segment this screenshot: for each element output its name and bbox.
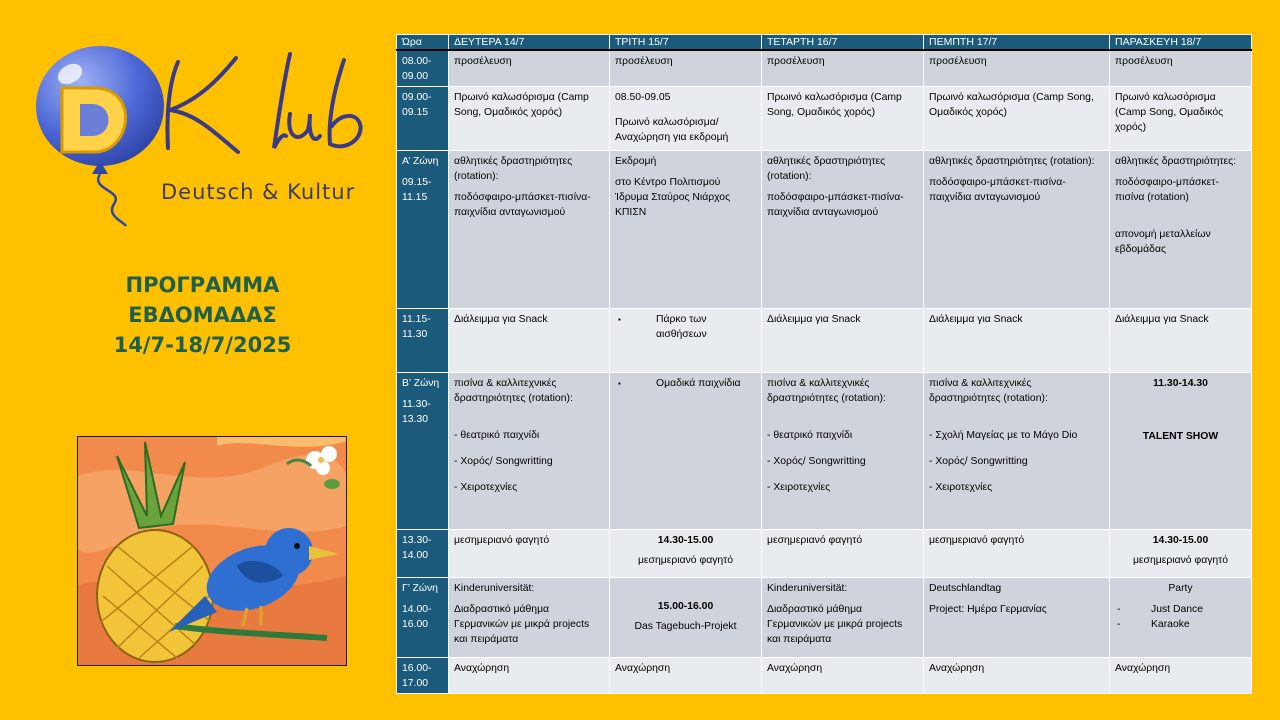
cell-thursday: Διάλειμμα για Snack	[924, 309, 1110, 373]
cell-text: Πρωινό καλωσόρισμα/ Αναχώρηση για εκδρομή	[615, 117, 729, 143]
cell-text: Das Tagebuch-Projekt	[634, 621, 737, 632]
cell-text: - Χειροτεχνίες	[454, 482, 518, 493]
cell-text: Ομαδικά παιχνίδια	[656, 378, 741, 389]
cell-monday	[449, 578, 610, 658]
cell-text: ποδόσφαιρο-μπάσκετ-πισίνα-παιχνίδια ανταγωνισμού	[767, 192, 904, 218]
bullet-square-icon: ▪	[618, 379, 621, 388]
cell-text: αθλητικές δραστηριότητες (rotation):	[767, 156, 886, 182]
time-end: 09.00	[402, 71, 429, 82]
table-row	[397, 50, 1252, 87]
time-end: 14.00	[402, 550, 429, 561]
cell-tuesday	[610, 373, 762, 530]
cell-friday: Πρωινό καλωσόρισμα (Camp Song, Ομαδικός χορός)	[1110, 87, 1252, 151]
cell-wednesday: Αναχώρηση	[762, 658, 924, 694]
table-row	[397, 87, 1252, 151]
cell-text: μεσημεριανό φαγητό	[637, 555, 734, 566]
header-time: Ώρα	[397, 35, 449, 51]
cell-text: - θεατρικό παιχνίδι	[454, 430, 540, 441]
cell-text: TALENT SHOW	[1142, 431, 1219, 442]
cell-tuesday	[610, 87, 762, 151]
cell-wednesday: Διάλειμμα για Snack	[762, 309, 924, 373]
time-end: 11.30	[402, 329, 428, 340]
cell-friday: Διάλειμμα για Snack	[1110, 309, 1252, 373]
cell-friday	[1110, 578, 1252, 658]
cell-thursday	[924, 578, 1110, 658]
time-cell	[397, 658, 449, 694]
time-cell	[397, 87, 449, 151]
time-cell	[397, 373, 449, 530]
list-item	[1115, 602, 1246, 617]
header-monday: ΔΕΥΤΕΡΑ 14/7	[449, 35, 610, 51]
cell-text: 14.30-15.00	[657, 535, 714, 546]
header-wednesday: ΤΕΤΑΡΤΗ 16/7	[762, 35, 924, 51]
cell-friday: προσέλευση	[1110, 50, 1252, 87]
time-start: 14.00-	[402, 604, 432, 615]
table-row	[397, 530, 1252, 578]
time-end: 17.00	[402, 678, 429, 689]
zone-label: Α’ Ζώνη	[402, 156, 439, 167]
time-cell	[397, 530, 449, 578]
cell-text: Karaoke	[1151, 619, 1190, 630]
time-start: 11.30-	[402, 399, 431, 410]
cell-monday: προσέλευση	[449, 50, 610, 87]
table-row	[397, 151, 1252, 309]
cell-text: Εκδρομή	[615, 156, 657, 167]
cell-wednesday: Πρωινό καλωσόρισμα (Camp Song, Ομαδικός χορός)	[762, 87, 924, 151]
cell-text: ποδόσφαιρο-μπάσκετ-πισίνα-παιχνίδια ανταγωνισμού	[929, 177, 1066, 203]
dash-marker: -	[1117, 604, 1121, 615]
time-start: 16.00-	[402, 663, 432, 674]
cell-monday	[449, 373, 610, 530]
cell-text: - Χορός/ Songwritting	[929, 456, 1028, 467]
bullet-item	[615, 376, 756, 391]
cell-wednesday	[762, 373, 924, 530]
cell-text: - Χειροτεχνίες	[929, 482, 993, 493]
cell-text: Deutschlandtag	[929, 583, 1002, 594]
time-start: 11.15-	[402, 314, 431, 325]
cell-wednesday	[762, 578, 924, 658]
cell-thursday: Πρωινό καλωσόρισμα (Camp Song, Ομαδικός χορός)	[924, 87, 1110, 151]
time-start: 13.30-	[402, 535, 432, 546]
zone-label: Β’ Ζώνη	[402, 378, 440, 389]
cell-text: - Χειροτεχνίες	[767, 482, 831, 493]
cell-tuesday	[610, 578, 762, 658]
cell-text: πισίνα & καλλιτεχνικές δραστηριότητες (rotation):	[767, 378, 886, 404]
pineapple-bird-illustration	[77, 436, 347, 666]
cell-text: Kinderuniversität:	[454, 583, 535, 594]
header-thursday: ΠΕΜΠΤΗ 17/7	[924, 35, 1110, 51]
bullet-item	[615, 312, 756, 342]
title-line-3: 14/7-18/7/2025	[113, 333, 292, 357]
cell-friday	[1110, 530, 1252, 578]
table-row	[397, 578, 1252, 658]
time-start: 08.00-	[402, 56, 432, 67]
time-cell	[397, 50, 449, 87]
cell-text: στο Κέντρο Πολιτισμού Ίδρυμα Σταύρος Νιάρχος ΚΠΙΣΝ	[615, 177, 731, 218]
cell-text: 15.00-16.00	[657, 601, 714, 612]
time-end: 13.30	[402, 414, 429, 425]
header-tuesday: ΤΡΙΤΗ 15/7	[610, 35, 762, 51]
cell-text: Διαδραστικό μάθημα Γερμανικών με μικρά projects και πειράματα	[767, 604, 903, 645]
time-cell	[397, 151, 449, 309]
cell-text: πισίνα & καλλιτεχνικές δραστηριότητες (rotation):	[929, 378, 1048, 404]
cell-tuesday	[610, 530, 762, 578]
cell-thursday	[924, 373, 1110, 530]
title-line-1: ΠΡΟΓΡΑΜΜΑ	[125, 273, 280, 297]
cell-text: αθλητικές δραστηριότητες (rotation):	[929, 156, 1095, 167]
cell-monday: Διάλειμμα για Snack	[449, 309, 610, 373]
cell-tuesday: προσέλευση	[610, 50, 762, 87]
cell-text: απονομή μεταλλείων εβδομάδας	[1115, 229, 1211, 255]
cell-tuesday: Αναχώρηση	[610, 658, 762, 694]
cell-text: Kinderuniversität:	[767, 583, 848, 594]
cell-text: Just Dance	[1151, 604, 1203, 615]
cell-thursday: προσέλευση	[924, 50, 1110, 87]
cell-monday: μεσημεριανό φαγητό	[449, 530, 610, 578]
cell-text: αθλητικές δραστηριότητες (rotation):	[454, 156, 573, 182]
cell-friday	[1110, 373, 1252, 530]
dklub-logo	[28, 40, 378, 230]
page-title	[70, 270, 335, 360]
table-header-row	[397, 35, 1252, 51]
cell-text: Project: Ημέρα Γερμανίας	[929, 604, 1047, 615]
time-start: 09.15-	[402, 177, 432, 188]
table-row	[397, 309, 1252, 373]
time-cell	[397, 309, 449, 373]
cell-text: - Χορός/ Songwritting	[767, 456, 866, 467]
cell-thursday: μεσημεριανό φαγητό	[924, 530, 1110, 578]
dash-marker: -	[1117, 619, 1121, 630]
cell-friday: Αναχώρηση	[1110, 658, 1252, 694]
time-end: 11.15	[402, 192, 428, 203]
cell-monday	[449, 151, 610, 309]
cell-tuesday	[610, 151, 762, 309]
time-end: 16.00	[402, 619, 429, 630]
cell-text: ποδόσφαιρο-μπάσκετ-πισίνα (rotation)	[1115, 177, 1219, 203]
cell-text: - Χορός/ Songwritting	[454, 456, 553, 467]
weekly-schedule-table	[396, 34, 1252, 694]
cell-thursday: Αναχώρηση	[924, 658, 1110, 694]
cell-text: Party	[1168, 583, 1193, 594]
cell-text: πισίνα & καλλιτεχνικές δραστηριότητες (rotation):	[454, 378, 573, 404]
cell-text: - Σχολή Μαγείας με το Μάγο Dio	[929, 430, 1078, 441]
time-end: 09.15	[402, 107, 429, 118]
cell-tuesday	[610, 309, 762, 373]
cell-wednesday: προσέλευση	[762, 50, 924, 87]
list-item	[1115, 617, 1246, 632]
cell-text: 08.50-09.05	[615, 92, 671, 103]
header-friday: ΠΑΡΑΣΚΕΥΗ 18/7	[1110, 35, 1252, 51]
cell-text: ποδόσφαιρο-μπάσκετ-πισίνα-παιχνίδια ανταγωνισμού	[454, 192, 591, 218]
cell-text: Διαδραστικό μάθημα Γερμανικών με μικρά projects και πειράματα	[454, 604, 590, 645]
cell-thursday	[924, 151, 1110, 309]
cell-text: μεσημεριανό φαγητό	[1132, 555, 1229, 566]
cell-monday: Πρωινό καλωσόρισμα (Camp Song, Ομαδικός χορός)	[449, 87, 610, 151]
table-row	[397, 658, 1252, 694]
zone-label: Γ’ Ζώνη	[402, 583, 438, 594]
logo-subtitle: Deutsch & Kultur	[161, 180, 356, 204]
cell-wednesday	[762, 151, 924, 309]
cell-text: αθλητικές δραστηριότητες:	[1115, 156, 1237, 167]
cell-text: 14.30-15.00	[1152, 535, 1209, 546]
time-cell	[397, 578, 449, 658]
cell-text: 11.30-14.30	[1153, 378, 1208, 389]
bullet-square-icon: ▪	[618, 315, 621, 324]
cell-friday	[1110, 151, 1252, 309]
title-line-2: ΕΒΔΟΜΑΔΑΣ	[128, 303, 277, 327]
cell-text: Πάρκο των αισθήσεων	[656, 314, 707, 340]
cell-text: - θεατρικό παιχνίδι	[767, 430, 853, 441]
time-start: 09.00-	[402, 92, 432, 103]
cell-wednesday: μεσημεριανό φαγητό	[762, 530, 924, 578]
cell-monday: Αναχώρηση	[449, 658, 610, 694]
table-row	[397, 373, 1252, 530]
